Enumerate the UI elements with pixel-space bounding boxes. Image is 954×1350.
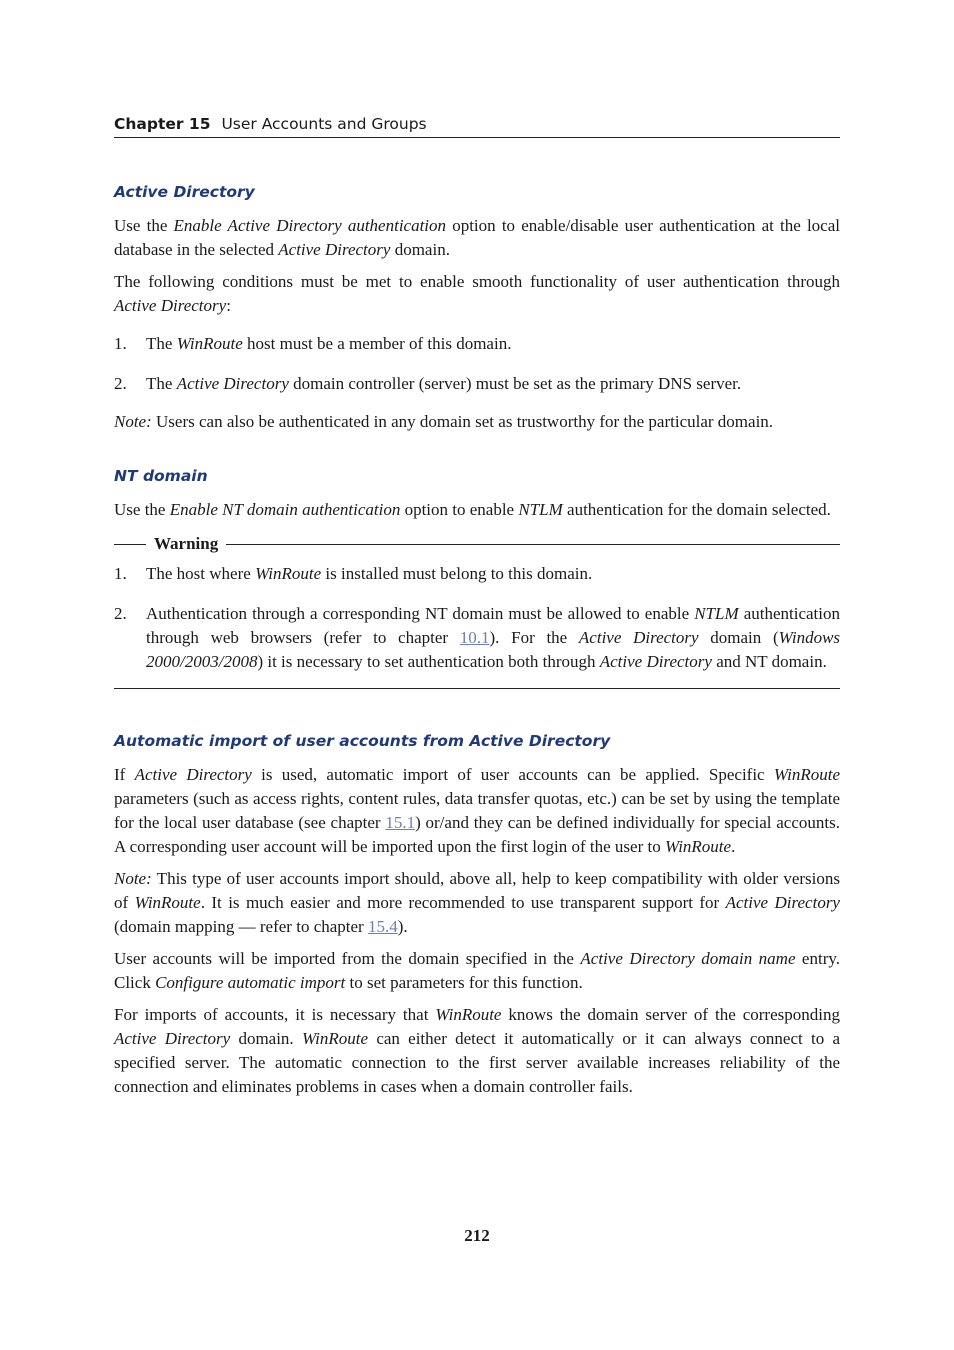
chapter-link-15-4[interactable]: 15.4 [367, 917, 398, 936]
warning-box-footer-rule [114, 688, 840, 689]
page-number: 212 [464, 1226, 490, 1245]
auto-paragraph-2: Note: This type of user accounts import should, above all, help to keep compatibility with older versions of WinRoute. It is much easier and more recommended to use transparent support for Active Directory (domain mapping — refer to chapter 15.4). [114, 869, 840, 936]
running-header [114, 114, 840, 138]
list-item: 2. The Active Directory domain controller (server) must be set as the primary DNS server. [114, 374, 742, 393]
chapter-link-15-1[interactable]: 15.1 [385, 813, 416, 832]
warning-rule-left [114, 544, 146, 545]
chapter-link-10-1[interactable]: 10.1 [459, 628, 490, 647]
warning-list [114, 562, 840, 674]
auto-paragraph-4: For imports of accounts, it is necessary that WinRoute knows the domain server of the corresponding Active Directory domain. WinRoute can either detect it automatically or it can always connect to a specified server. The automatic connection to the first server available increases reliability of the connection and eliminates problems in cases when a domain controller fails. [114, 1005, 840, 1096]
ad-paragraph-2: The following conditions must be met to enable smooth functionality of user authentication through Active Directory: [114, 272, 840, 315]
list-item: 1. The WinRoute host must be a member of this domain. [114, 334, 512, 353]
heading-automatic-import: Automatic import of user accounts from Active Directory [114, 732, 611, 750]
list-item: 1. The host where WinRoute is installed must belong to this domain. [114, 564, 593, 583]
list-item: 2. Authentication through a corresponding NT domain must be allowed to enable NTLM authentication through web browsers (refer to chapter 10.1). For the Active Directory domain (Windows 2000/2003/2008) it is necessary to set authentication both through Active Directory and NT domain. [114, 604, 841, 671]
ad-note: Note: Users can also be authenticated in any domain set as trustworthy for the particular domain. [114, 412, 774, 431]
warning-label: Warning [154, 534, 219, 553]
heading-active-directory: Active Directory [114, 183, 255, 201]
ad-conditions-list [114, 332, 840, 396]
warning-box-header [114, 532, 840, 556]
heading-nt-domain: NT domain [114, 467, 208, 485]
page-content [114, 180, 840, 1107]
chapter-title: User Accounts and Groups [221, 115, 427, 133]
nt-paragraph-1: Use the Enable NT domain authentication option to enable NTLM authentication for the domain selected. [114, 500, 831, 519]
warning-rule-right [226, 544, 840, 545]
auto-paragraph-3: User accounts will be imported from the domain specified in the Active Directory domain name entry. Click Configure automatic import to set parameters for this function. [114, 949, 840, 992]
ad-paragraph-1: Use the Enable Active Directory authentication option to enable/disable user authentication at the local database in the selected Active Directory domain. [114, 216, 840, 259]
auto-paragraph-1: If Active Directory is used, automatic import of user accounts can be applied. Specific WinRoute parameters (such as access rights, content rules, data transfer quotas, etc.) can be set by using the template for the local user database (see chapter 15.1) or/and they can be defined individually for special accounts. A corresponding user account will be imported upon the first login of the user to WinRoute. [114, 765, 840, 856]
chapter-number: Chapter 15 [114, 115, 211, 133]
